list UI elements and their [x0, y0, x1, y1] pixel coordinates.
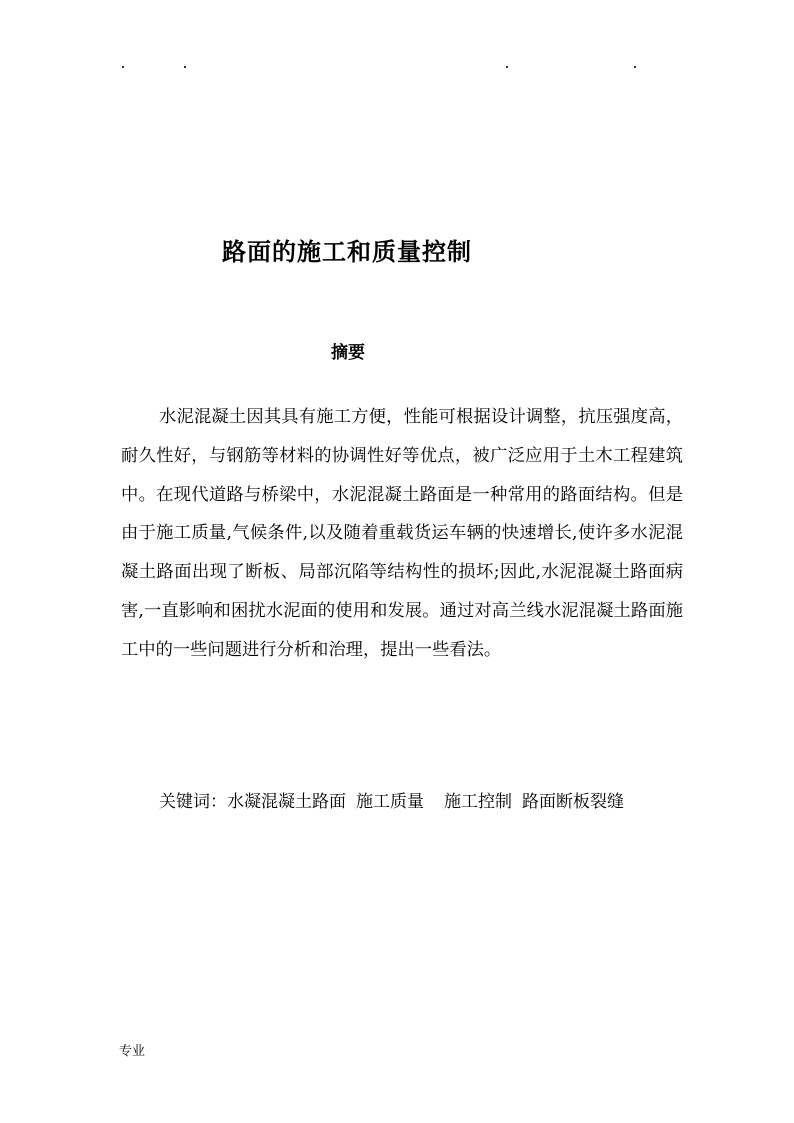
abstract-paragraph: 水泥混凝土因其具有施工方便，性能可根据设计调整，抗压强度高，耐久性好，与钢筋等材料的协调性好等优点，被广泛应用于土木工程建筑中。在现代道路与桥梁中，水泥混凝土路面是一种常用的路面结构。但是由于施工质量,气候条件,以及随着重载货运车辆的快速增长,使许多水泥混凝土路面出现了断板、局部沉陷等结构性的损坏;因此,水泥混凝土路面病害,一直影响和困扰水泥面的使用和发展。通过对高兰线水泥混凝土路面施工中的一些问题进行分析和治理，提出一些看法。 — [121, 407, 683, 660]
keyword: 路面断板裂缝 — [522, 792, 624, 812]
keywords-label: 关键词： — [159, 792, 227, 812]
keywords-line — [121, 790, 683, 815]
keyword: 施工控制 — [444, 792, 512, 812]
footer-label: 专业 — [119, 1044, 146, 1059]
keyword: 水凝混凝土路面 — [227, 792, 346, 812]
header-mark — [634, 66, 636, 68]
header-mark — [184, 66, 186, 68]
header-mark — [506, 66, 508, 68]
abstract-heading: 摘要 — [331, 343, 365, 363]
header-mark — [122, 66, 124, 68]
keyword: 施工质量 — [356, 792, 424, 812]
document-title: 路面的施工和质量控制 — [222, 237, 472, 266]
